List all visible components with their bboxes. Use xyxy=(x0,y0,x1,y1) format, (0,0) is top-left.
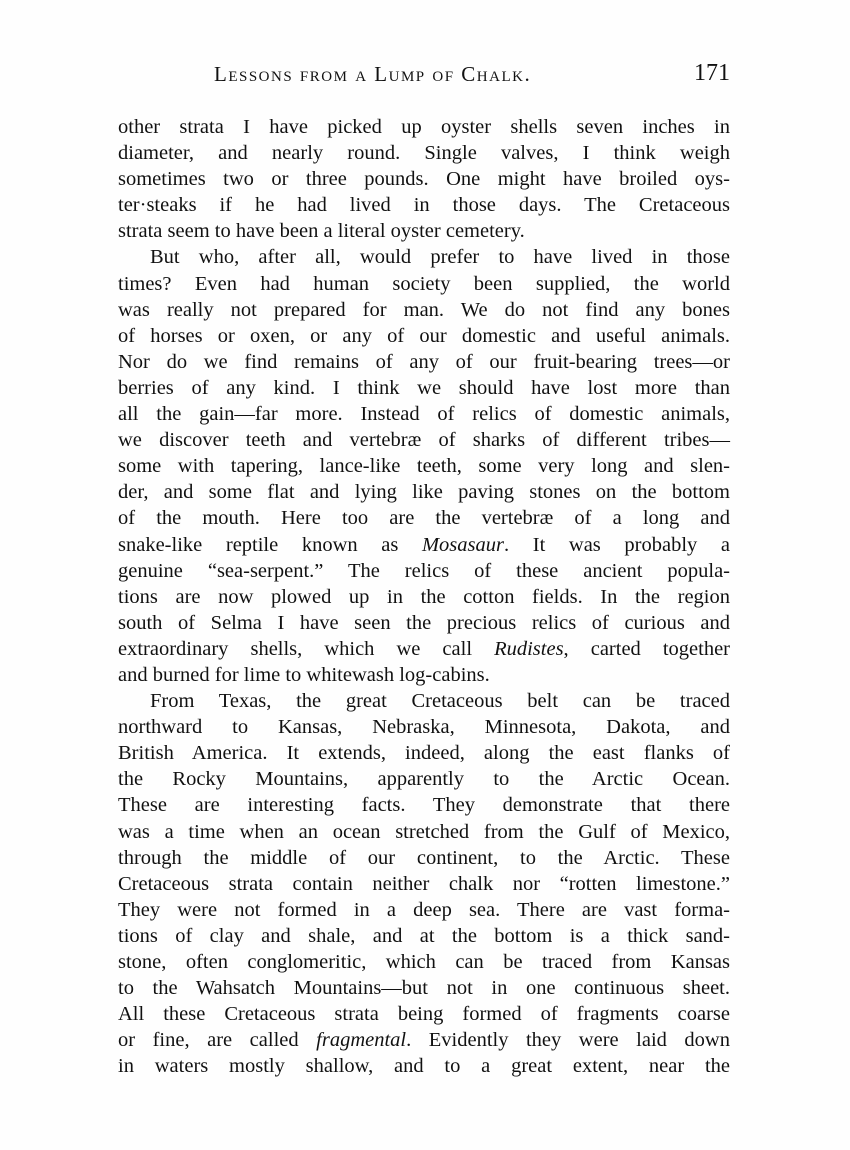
text-line: to the Wahsatch Mountains—but not in one continuous sheet. xyxy=(118,977,730,1000)
text-line: tions are now plowed up in the cotton fields. In the region xyxy=(118,585,730,608)
text-line: northward to Kansas, Nebraska, Minnesota, Dakota, and xyxy=(118,716,730,739)
page-number: 171 xyxy=(694,60,730,86)
text-line: Nor do we find remains of any of our fruit-bearing trees—or xyxy=(118,350,730,373)
text-line: other strata I have picked up oyster shells seven inches in xyxy=(118,116,730,138)
text-line: of horses or oxen, or any of our domestic and useful animals. xyxy=(118,324,730,347)
text-line: They were not formed in a deep sea. There are vast forma- xyxy=(118,898,730,921)
text-line: the Rocky Mountains, apparently to the Arctic Ocean. xyxy=(118,768,730,791)
text-line: But who, after all, would prefer to have lived in those xyxy=(150,246,730,269)
text-line: or fine, are called fragmental. Evidently they were laid down xyxy=(118,1029,730,1052)
text-line: der, and some flat and lying like paving stones on the bottom xyxy=(118,481,730,504)
text-line: berries of any kind. I think we should have lost more than xyxy=(118,376,730,399)
running-title: Lessons from a Lump of Chalk. xyxy=(214,62,532,86)
text-line: of the mouth. Here too are the vertebræ of a long and xyxy=(118,507,730,530)
text-line: and burned for lime to whitewash log-cabins. xyxy=(118,663,490,686)
text-line: some with tapering, lance-like teeth, some very long and slen- xyxy=(118,455,730,478)
text-line: strata seem to have been a literal oyster cemetery. xyxy=(118,220,525,243)
text-line: snake-like reptile known as Mosasaur. It was probably a xyxy=(118,533,730,556)
text-line: diameter, and nearly round. Single valves, I think weigh xyxy=(118,142,730,165)
text-line: all the gain—far more. Instead of relics of domestic animals, xyxy=(118,403,730,426)
text-line: through the middle of our continent, to the Arctic. These xyxy=(118,846,730,869)
text-line: All these Cretaceous strata being formed of fragments coarse xyxy=(118,1003,730,1026)
body-text xyxy=(118,114,730,1079)
text-line: we discover teeth and vertebræ of sharks of different tribes— xyxy=(118,429,730,452)
text-line: in waters mostly shallow, and to a great extent, near the xyxy=(118,1055,730,1078)
text-line: times? Even had human society been supplied, the world xyxy=(118,272,730,295)
text-line: was really not prepared for man. We do not find any bones xyxy=(118,298,730,321)
text-line: ter·steaks if he had lived in those days. The Cretaceous xyxy=(118,194,730,217)
text-line: was a time when an ocean stretched from the Gulf of Mexico, xyxy=(118,820,730,843)
text-line: Cretaceous strata contain neither chalk nor “rotten limestone.” xyxy=(118,872,730,895)
text-line: These are interesting facts. They demonstrate that there xyxy=(118,794,730,817)
text-line: sometimes two or three pounds. One might have broiled oys- xyxy=(118,168,730,191)
text-line: British America. It extends, indeed, along the east flanks of xyxy=(118,742,730,765)
text-line: stone, often conglomeritic, which can be traced from Kansas xyxy=(118,951,730,973)
text-line: genuine “sea-serpent.” The relics of these ancient popula- xyxy=(118,559,730,582)
text-line: From Texas, the great Cretaceous belt can be traced xyxy=(150,690,730,713)
text-line: extraordinary shells, which we call Rudistes, carted together xyxy=(118,637,730,660)
text-line: south of Selma I have seen the precious relics of curious and xyxy=(118,611,730,634)
running-head xyxy=(118,62,730,92)
text-line: tions of clay and shale, and at the bottom is a thick sand- xyxy=(118,924,730,947)
